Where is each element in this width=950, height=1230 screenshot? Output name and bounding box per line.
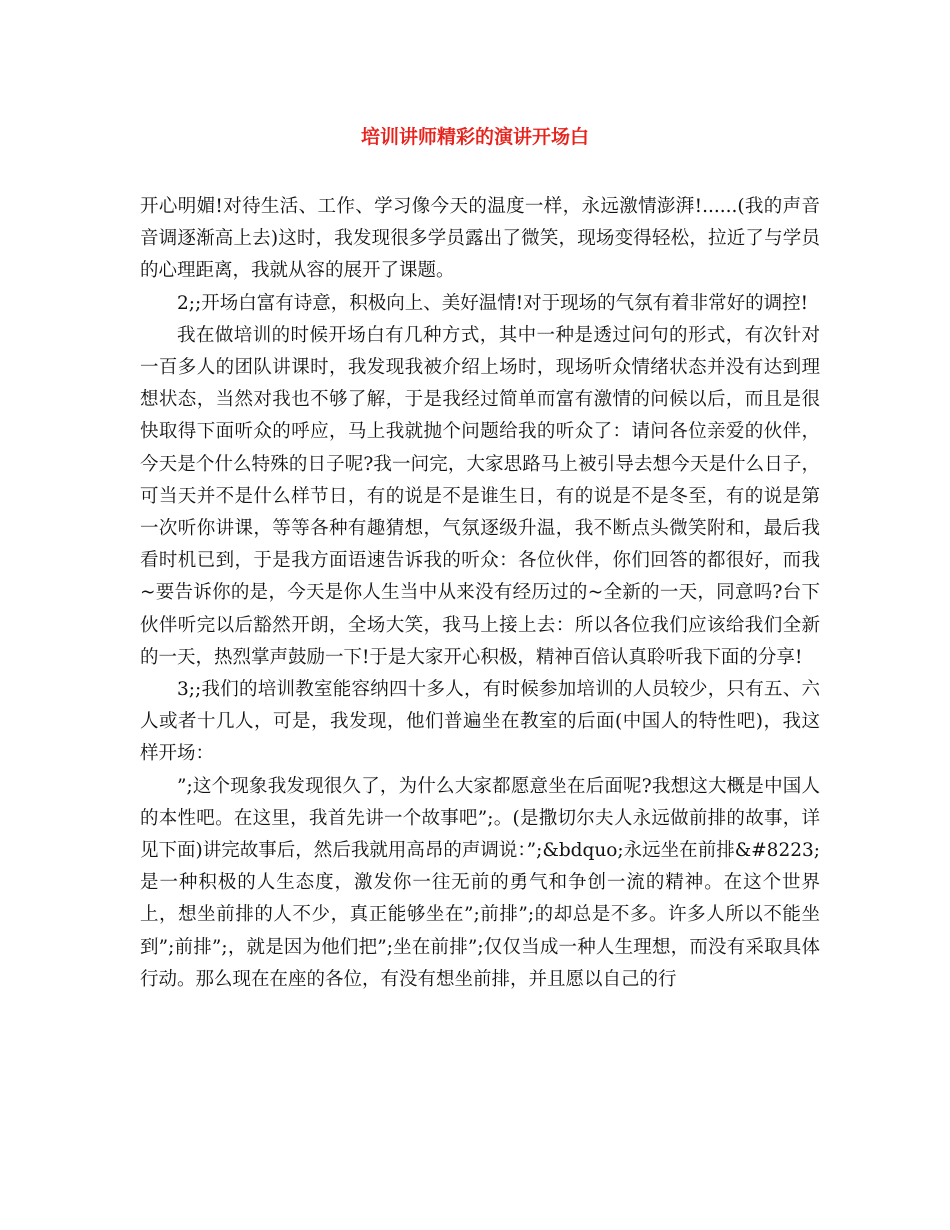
paragraph-1: 开心明媚!对待生活、工作、学习像今天的温度一样，永远激情澎湃!......(我的声音音调逐渐高上去)这时，我发现很多学员露出了微笑，现场变得轻松，拉近了与学员的心理距离，我就从容的展开了课题。: [140, 196, 820, 282]
paragraph-2: 2;;开场白富有诗意，积极向上、美好温情!对于现场的气氛有着非常好的调控!: [177, 292, 809, 314]
document-title: 培训讲师精彩的演讲开场白: [360, 126, 589, 148]
paragraph-5: ”;这个现象我发现很久了，为什么大家都愿意坐在后面呢?我想这大概是中国人的本性吧。在这里，我首先讲一个故事吧”;。(是撒切尔夫人永远做前排的故事，详见下面)讲完故事后，然后我就用高昂的声调说：”;&bdquo;永远坐在前排&#8223;是一种积极的人生态度，激发你一往无前的勇气和争创一流的精神。在这个世界上，想坐前排的人不少，真正能够坐在”;前排”;的却总是不多。许多人所以不能坐到”;前排”;，就是因为他们把”;坐在前排”;仅仅当成一种人生理想，而没有采取具体行动。那么现在在座的各位，有没有想坐前排，并且愿以自己的行: [140, 775, 820, 990]
document-body: [140, 191, 820, 996]
paragraph-4: 3;;我们的培训教室能容纳四十多人，有时候参加培训的人员较少，只有五、六人或者十几人，可是，我发现，他们普遍坐在教室的后面(中国人的特性吧)，我这样开场：: [140, 679, 820, 765]
paragraph-3: 我在做培训的时候开场白有几种方式，其中一种是透过问句的形式，有次针对一百多人的团队讲课时，我发现我被介绍上场时，现场听众情绪状态并没有达到理想状态，当然对我也不够了解，于是我经过简单而富有激情的问候以后，而且是很快取得下面听众的呼应，马上我就抛个问题给我的听众了：请问各位亲爱的伙伴，今天是个什么特殊的日子呢?我一问完，大家思路马上被引导去想今天是什么日子，可当天并不是什么样节日，有的说是不是谁生日，有的说是不是冬至，有的说是第一次听你讲课，等等各种有趣猜想，气氛逐级升温，我不断点头微笑附和，最后我看时机已到，于是我方面语速告诉我的听众：各位伙伴，你们回答的都很好，而我~要告诉你的是，今天是你人生当中从来没有经历过的~全新的一天，同意吗?台下伙伴听完以后豁然开朗，全场大笑，我马上接上去：所以各位我们应该给我们全新的一天，热烈掌声鼓励一下!于是大家开心积极，精神百倍认真聆听我下面的分享!: [140, 324, 820, 668]
